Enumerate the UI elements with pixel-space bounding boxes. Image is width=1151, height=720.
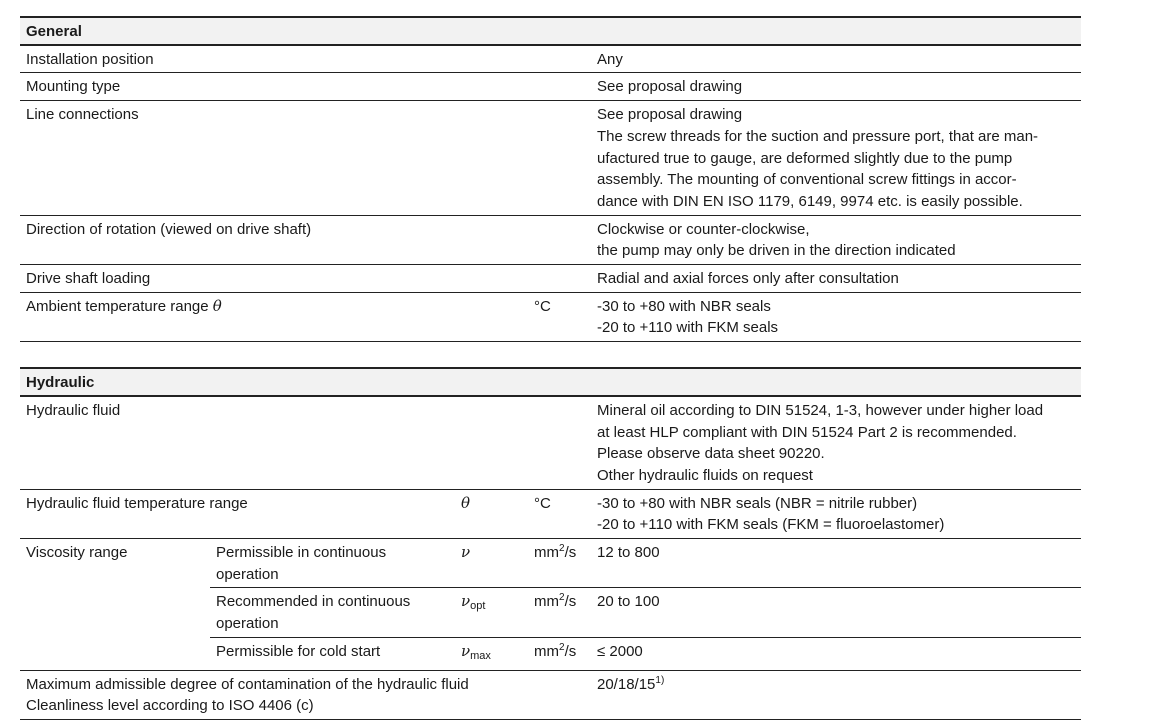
hydraulic-fluid-line: Other hydraulic fluids on request [597,466,813,484]
nu-symbol: ν [461,641,471,660]
viscosity-unit [528,588,591,637]
hydraulic-fluid-value [591,396,1081,489]
rotation-label: Direction of rotation (viewed on drive shaft) [20,215,591,264]
viscosity-value: 12 to 800 [591,539,1081,588]
mounting-type-value: See proposal drawing [591,73,1081,101]
line-connections-line: See proposal drawing [597,106,743,124]
fluid-temp-value [591,489,1081,538]
unit-exponent: 2 [559,641,565,653]
viscosity-unit [528,539,591,588]
viscosity-sublabel [210,588,455,637]
shaft-loading-value: Radial and axial forces only after consultation [591,265,1081,293]
ambient-temp-label [20,292,528,341]
unit-base: mm [534,544,559,562]
general-table [20,16,1081,342]
contamination-label-line: Cleanliness level according to ISO 4406 (c) [26,697,314,715]
line-connections-line: ufactured true to gauge, are deformed slightly due to the pump [597,149,1013,167]
viscosity-symbol [455,539,528,588]
ambient-temp-line: -30 to +80 with NBR seals [597,297,771,315]
contamination-label [20,670,591,719]
line-connections-line: dance with DIN EN ISO 1179, 6149, 9974 etc. is easily possible. [597,192,1023,210]
fluid-temp-symbol [455,489,528,538]
nu-symbol: ν [461,543,471,562]
viscosity-sublabel-line: Recommended in continuous [216,593,411,611]
rotation-line: the pump may only be driven in the direction indicated [597,242,956,260]
ambient-temp-text: Ambient temperature range [26,297,209,315]
viscosity-sublabel-line: Permissible for cold start [216,642,381,660]
installation-position-value: Any [591,45,1081,73]
table-row [20,670,1081,719]
contamination-label-line: Maximum admissible degree of contamination of the hydraulic fluid [26,675,469,693]
line-connections-label: Line connections [20,101,591,216]
cleanliness-code: 20/18/15 [597,675,656,693]
unit-base: mm [534,642,559,660]
rotation-line: Clockwise or counter-clockwise, [597,220,810,238]
footnote-marker: 1) [655,674,665,686]
viscosity-sublabel-line: operation [216,615,279,633]
fluid-temp-line: -30 to +80 with NBR seals (NBR = nitrile rubber) [597,494,918,512]
rotation-value [591,215,1081,264]
viscosity-sublabel-line: operation [216,565,279,583]
viscosity-value: 20 to 100 [591,588,1081,637]
installation-position-label: Installation position [20,45,591,73]
line-connections-line: assembly. The mounting of conventional screw fittings in accor- [597,171,1017,189]
hydraulic-header-label: Hydraulic [20,368,1081,396]
viscosity-range-label: Viscosity range [20,539,210,671]
general-section-header [20,17,1081,45]
symbol-subscript: opt [470,600,486,613]
table-row [20,45,1081,73]
line-connections-line: The screw threads for the suction and pressure port, that are man- [597,127,1039,145]
ambient-temp-value [591,292,1081,341]
viscosity-sublabel [210,539,455,588]
hydraulic-fluid-line: Mineral oil according to DIN 51524, 1-3, however under higher load [597,401,1044,419]
fluid-temp-unit: °C [528,489,591,538]
viscosity-symbol [455,637,528,670]
shaft-loading-label: Drive shaft loading [20,265,591,293]
mounting-type-label: Mounting type [20,73,591,101]
table-row [20,489,1081,538]
viscosity-symbol [455,588,528,637]
unit-tail: /s [564,544,577,562]
unit-tail: /s [564,593,577,611]
theta-symbol: θ [461,493,471,512]
unit-tail: /s [564,642,577,660]
line-connections-value [591,101,1081,216]
table-row [20,73,1081,101]
table-row [20,292,1081,341]
unit-exponent: 2 [559,543,565,555]
viscosity-sublabel [210,637,455,670]
hydraulic-fluid-line: at least HLP compliant with DIN 51524 Part 2 is recommended. [597,423,1017,441]
hydraulic-section-header [20,368,1081,396]
technical-data-sheet [20,16,1081,720]
table-row [20,539,1081,588]
unit-exponent: 2 [559,592,565,604]
ambient-temp-line: -20 to +110 with FKM seals [597,319,779,337]
table-row [20,215,1081,264]
hydraulic-table [20,367,1081,720]
viscosity-sublabel-line: Permissible in continuous [216,544,387,562]
general-header-label: General [20,17,1081,45]
hydraulic-fluid-label: Hydraulic fluid [20,396,591,489]
hydraulic-fluid-line: Please observe data sheet 90220. [597,445,825,463]
ambient-temp-unit: °C [528,292,591,341]
theta-symbol: θ [212,296,222,315]
fluid-temp-label: Hydraulic fluid temperature range [20,489,455,538]
unit-base: mm [534,593,559,611]
viscosity-unit [528,637,591,670]
table-row [20,396,1081,489]
fluid-temp-line: -20 to +110 with FKM seals (FKM = fluoroelastomer) [597,516,945,534]
symbol-subscript: max [470,649,491,662]
contamination-value [591,670,1081,719]
table-row [20,265,1081,293]
viscosity-value: ≤ 2000 [591,637,1081,670]
table-row [20,101,1081,216]
nu-symbol: ν [461,592,471,611]
section-gap [20,342,1081,367]
